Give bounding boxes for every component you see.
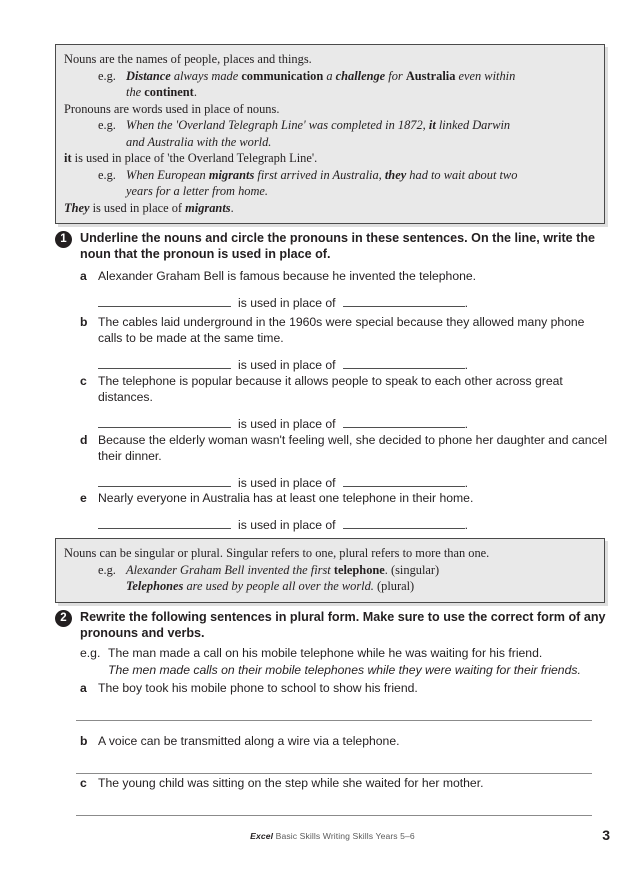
answer-write-line[interactable] bbox=[76, 773, 592, 774]
item-text: Nearly everyone in Australia has at least one telephone in their home. bbox=[98, 491, 474, 505]
info-example-2-cont: and Australia with the world. bbox=[126, 134, 272, 149]
info-example-2 bbox=[64, 117, 596, 134]
answer-fill-row bbox=[55, 357, 610, 372]
eg-label: e.g. bbox=[80, 646, 101, 661]
item-row bbox=[55, 374, 610, 406]
answer-write-line[interactable] bbox=[76, 815, 592, 816]
question-2-example-given bbox=[55, 645, 610, 661]
eg1-noun-communication: communication bbox=[241, 68, 324, 83]
item-text: Because the elderly woman wasn't feeling well, she decided to phone her daughter and cancel their dinner. bbox=[98, 433, 608, 463]
explain-pronoun-they: They bbox=[64, 200, 90, 215]
fill-middle-text: is used in place of bbox=[238, 475, 336, 490]
fill-middle-text: is used in place of bbox=[238, 357, 336, 372]
item-text: The cables laid underground in the 1960s were special because they allowed many phone calls to be made at the same time. bbox=[98, 315, 585, 345]
item-row bbox=[55, 269, 610, 285]
eg-plural-note: (plural) bbox=[373, 579, 415, 593]
question-1-header bbox=[55, 230, 610, 262]
item-text: The telephone is popular because it allows people to speak to each other across great distances. bbox=[98, 374, 563, 404]
eg1-text-2: always made bbox=[170, 68, 242, 83]
answer-blank-noun[interactable] bbox=[98, 357, 231, 369]
question-1-block bbox=[55, 230, 610, 262]
fill-end-period: . bbox=[464, 475, 468, 490]
eg3-noun-migrants: migrants bbox=[208, 167, 255, 182]
question-1-item-a bbox=[55, 269, 610, 310]
eg-body bbox=[126, 117, 596, 134]
item-letter: d bbox=[80, 433, 88, 447]
explain-noun-migrants: migrants bbox=[185, 200, 231, 215]
fill-end-period: . bbox=[464, 517, 468, 532]
answer-blank-pronoun[interactable] bbox=[343, 295, 465, 307]
eg-label: e.g. bbox=[98, 118, 116, 132]
item-text: The boy took his mobile phone to school to show his friend. bbox=[98, 681, 418, 695]
eg2-text-2: linked Darwin bbox=[435, 118, 511, 132]
eg-label: e.g. bbox=[98, 167, 116, 182]
question-2-block bbox=[55, 609, 610, 678]
answer-blank-pronoun[interactable] bbox=[343, 357, 465, 369]
answer-fill-row bbox=[55, 416, 610, 431]
answer-fill-row bbox=[55, 517, 610, 532]
eg-given-text: The man made a call on his mobile telephone while he was waiting for his friend. bbox=[108, 646, 543, 661]
eg-singular-note: (singular) bbox=[387, 562, 440, 577]
info-explain-it bbox=[64, 150, 596, 167]
answer-blank-pronoun[interactable] bbox=[343, 475, 465, 487]
eg3-text-2: first arrived in Australia, bbox=[254, 167, 385, 182]
question-1-item-e bbox=[55, 491, 610, 532]
eg-body bbox=[126, 562, 596, 579]
explain-pronoun-it: it bbox=[64, 151, 72, 165]
fill-middle-text: is used in place of bbox=[238, 295, 336, 310]
page-number: 3 bbox=[602, 827, 610, 843]
eg-body bbox=[126, 167, 596, 184]
item-letter: b bbox=[80, 734, 88, 748]
answer-fill-row bbox=[55, 475, 610, 490]
explain-they-mid: is used in place of bbox=[89, 200, 186, 215]
fill-middle-text: is used in place of bbox=[238, 416, 336, 431]
eg1-noun-australia: Australia bbox=[405, 68, 456, 83]
eg1-cont-text: the bbox=[126, 85, 145, 99]
info-explain-they bbox=[64, 200, 596, 217]
eg-body bbox=[126, 68, 596, 85]
question-1-item-d bbox=[55, 433, 610, 490]
footer-title: Basic Skills Writing Skills Years 5–6 bbox=[273, 831, 415, 841]
item-letter: b bbox=[80, 315, 88, 329]
eg-singular-period: . bbox=[384, 562, 388, 577]
eg-label: e.g. bbox=[98, 68, 116, 83]
eg1-text-4: a bbox=[323, 68, 336, 83]
fill-end-period: . bbox=[464, 416, 468, 431]
question-2-item-c bbox=[55, 776, 610, 816]
page-footer bbox=[55, 827, 610, 847]
info-example-1-cont bbox=[64, 84, 596, 101]
item-row bbox=[55, 491, 610, 507]
info-example-3 bbox=[64, 167, 596, 184]
question-1-item-c bbox=[55, 374, 610, 431]
question-1-number-badge: 1 bbox=[55, 231, 72, 248]
question-2-header bbox=[55, 609, 610, 641]
fill-end-period: . bbox=[464, 295, 468, 310]
info-example-1 bbox=[64, 68, 596, 85]
item-letter: a bbox=[80, 269, 87, 283]
item-row bbox=[55, 315, 610, 347]
item-row bbox=[55, 776, 610, 792]
answer-blank-noun[interactable] bbox=[98, 475, 231, 487]
info-intro-nouns: Nouns are the names of people, places and things. bbox=[64, 52, 312, 66]
eg3-pronoun-they: they bbox=[384, 167, 407, 182]
item-row bbox=[55, 433, 610, 465]
eg1-text-8: even within bbox=[455, 68, 516, 83]
eg1-cont-period: . bbox=[193, 85, 197, 99]
eg1-noun-continent: continent bbox=[144, 85, 194, 99]
question-1-item-b bbox=[55, 315, 610, 372]
item-letter: a bbox=[80, 681, 87, 695]
info2-example-plural bbox=[64, 578, 596, 595]
eg-plural-text: are used by people all over the world. bbox=[183, 579, 374, 593]
info-box-singular-plural bbox=[55, 538, 605, 603]
info-intro-pronouns: Pronouns are words used in place of nouns. bbox=[64, 101, 280, 116]
answer-blank-noun[interactable] bbox=[98, 517, 231, 529]
question-2-number-badge: 2 bbox=[55, 610, 72, 627]
answer-fill-row bbox=[55, 295, 610, 310]
info2-intro: Nouns can be singular or plural. Singular refers to one, plural refers to more than one. bbox=[64, 546, 490, 560]
item-letter: e bbox=[80, 491, 87, 505]
info2-example-singular bbox=[64, 562, 596, 579]
eg-singular-noun: telephone bbox=[333, 562, 385, 577]
question-2-instruction: Rewrite the following sentences in plural form. Make sure to use the correct form of any pronouns and verbs. bbox=[80, 610, 606, 641]
explain-they-end: . bbox=[230, 200, 234, 215]
eg3-text-3: had to wait about two bbox=[406, 167, 518, 182]
item-row bbox=[55, 734, 610, 750]
fill-middle-text: is used in place of bbox=[238, 517, 336, 532]
eg1-noun-challenge: challenge bbox=[335, 68, 386, 83]
eg-plural-noun: Telephones bbox=[126, 579, 184, 593]
item-letter: c bbox=[80, 374, 87, 388]
eg1-noun-distance: Distance bbox=[126, 68, 171, 83]
eg2-pronoun-it: it bbox=[428, 118, 436, 132]
answer-blank-noun[interactable] bbox=[98, 416, 231, 428]
item-text: The young child was sitting on the step while she waited for her mother. bbox=[98, 776, 484, 790]
info-example-3-cont: years for a letter from home. bbox=[126, 184, 269, 198]
info-box-nouns-pronouns bbox=[55, 44, 605, 224]
explain-it-rest: is used in place of 'the Overland Telegraph Line'. bbox=[71, 151, 318, 165]
footer-brand: Excel bbox=[250, 831, 274, 841]
question-2-item-a bbox=[55, 681, 610, 721]
footer-title-group bbox=[55, 831, 610, 841]
item-text: A voice can be transmitted along a wire via a telephone. bbox=[98, 734, 400, 748]
question-2-item-b bbox=[55, 734, 610, 774]
answer-blank-noun[interactable] bbox=[98, 295, 231, 307]
item-text: Alexander Graham Bell is famous because he invented the telephone. bbox=[98, 269, 477, 283]
eg-singular-text: Alexander Graham Bell invented the first bbox=[126, 562, 334, 577]
item-letter: c bbox=[80, 776, 87, 790]
item-row bbox=[55, 681, 610, 697]
eg1-text-6: for bbox=[385, 68, 406, 83]
eg2-text-1: When the 'Overland Telegraph Line' was completed in 1872, bbox=[126, 118, 429, 132]
question-1-instruction: Underline the nouns and circle the pronouns in these sentences. On the line, write the noun that the pronoun is used in place of. bbox=[80, 231, 596, 262]
question-2-example-answer: The men made calls on their mobile telephones while they were waiting for their friends. bbox=[108, 662, 581, 677]
answer-blank-pronoun[interactable] bbox=[343, 517, 465, 529]
eg3-text-1: When European bbox=[126, 167, 209, 182]
answer-blank-pronoun[interactable] bbox=[343, 416, 465, 428]
fill-end-period: . bbox=[464, 357, 468, 372]
eg-label: e.g. bbox=[98, 562, 116, 577]
answer-write-line[interactable] bbox=[76, 720, 592, 721]
